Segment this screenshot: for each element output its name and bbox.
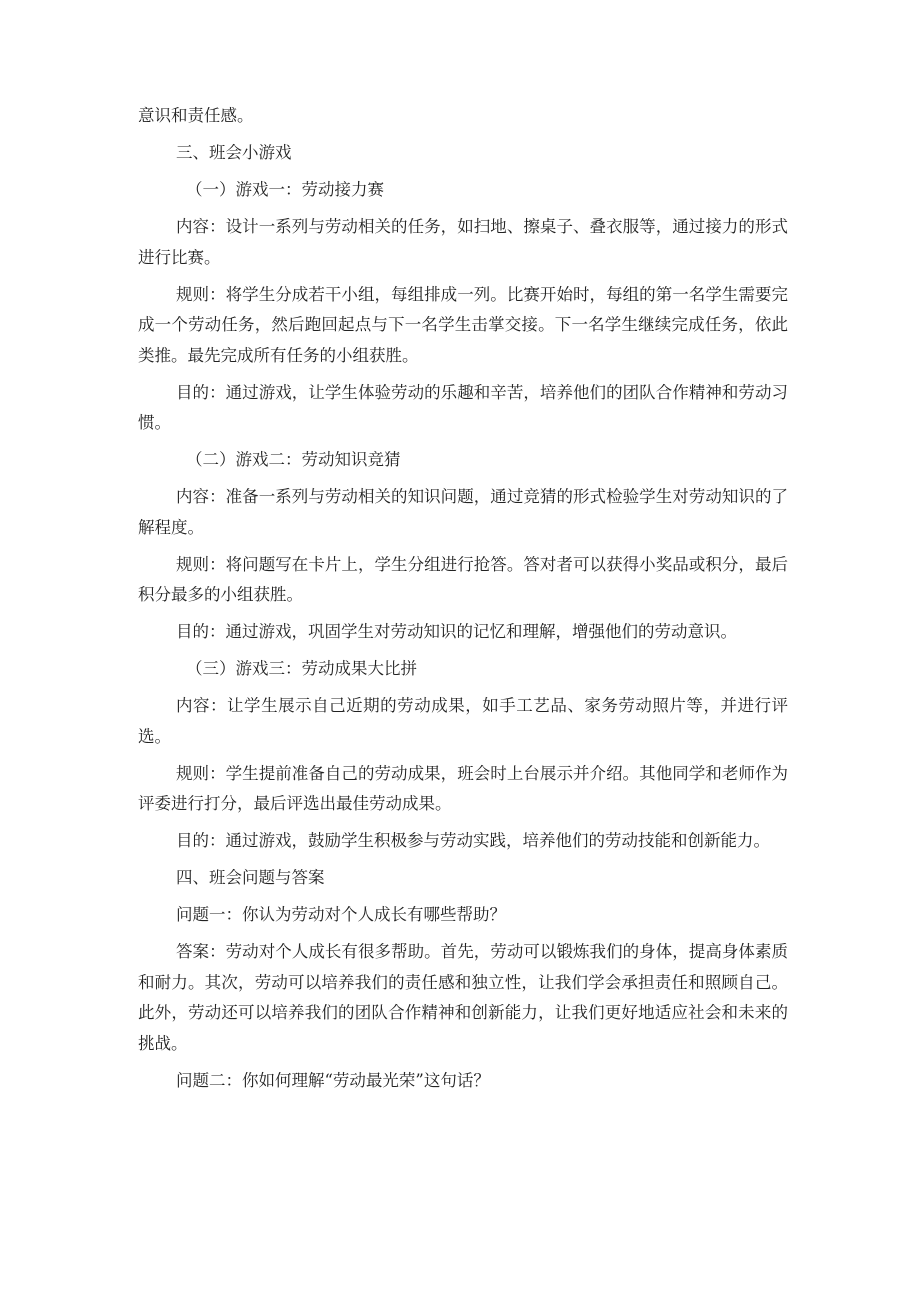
document-body	[138, 101, 788, 1103]
subheading-game-one: （一）游戏一：劳动接力赛	[186, 180, 384, 199]
game-three-purpose: 目的：通过游戏，鼓励学生积极参与劳动实践，培养他们的劳动技能和创新能力。	[176, 831, 770, 850]
subheading-game-two: （二）游戏二：劳动知识竞猜	[186, 450, 401, 469]
subheading-game-three: （三）游戏三：劳动成果大比拼	[186, 659, 417, 678]
game-one-rules: 规则：将学生分成若干小组，每组排成一列。比赛开始时，每组的第一名学生需要完成一个劳动任务，然后跑回起点与下一名学生击掌交接。下一名学生继续完成任务，依此类推。最先完成所有任务的小组获胜。	[138, 284, 788, 365]
game-two-purpose: 目的：通过游戏，巩固学生对劳动知识的记忆和理解，增强他们的劳动意识。	[176, 622, 737, 641]
answer-one: 答案：劳动对个人成长有很多帮助。首先，劳动可以锻炼我们的身体，提高身体素质和耐力。其次，劳动可以培养我们的责任感和独立性，让我们学会承担责任和照顾自己。此外，劳动还可以培养我们的团队合作精神和创新能力，让我们更好地适应社会和未来的挑战。	[138, 942, 788, 1053]
game-three-content: 内容：让学生展示自己近期的劳动成果，如手工艺品、家务劳动照片等，并进行评选。	[138, 696, 788, 746]
game-two-content: 内容：准备一系列与劳动相关的知识问题，通过竞猜的形式检验学生对劳动知识的了解程度。	[138, 487, 788, 537]
game-three-rules: 规则：学生提前准备自己的劳动成果，班会时上台展示并介绍。其他同学和老师作为评委进行打分，最后评选出最佳劳动成果。	[138, 763, 788, 813]
game-two-rules: 规则：将问题写在卡片上，学生分组进行抢答。答对者可以获得小奖品或积分，最后积分最多的小组获胜。	[138, 554, 788, 604]
paragraph-continuation: 意识和责任感。	[138, 106, 254, 125]
game-one-content: 内容：设计一系列与劳动相关的任务，如扫地、擦桌子、叠衣服等，通过接力的形式进行比赛。	[138, 217, 788, 267]
question-one: 问题一：你认为劳动对个人成长有哪些帮助？	[176, 905, 506, 924]
question-two: 问题二：你如何理解“劳动最光荣”这句话？	[176, 1070, 490, 1090]
game-one-purpose: 目的：通过游戏，让学生体验劳动的乐趣和辛苦，培养他们的团队合作精神和劳动习惯。	[138, 382, 788, 432]
section-heading-questions: 四、班会问题与答案	[176, 868, 325, 887]
section-heading-class-games: 三、班会小游戏	[176, 143, 292, 162]
